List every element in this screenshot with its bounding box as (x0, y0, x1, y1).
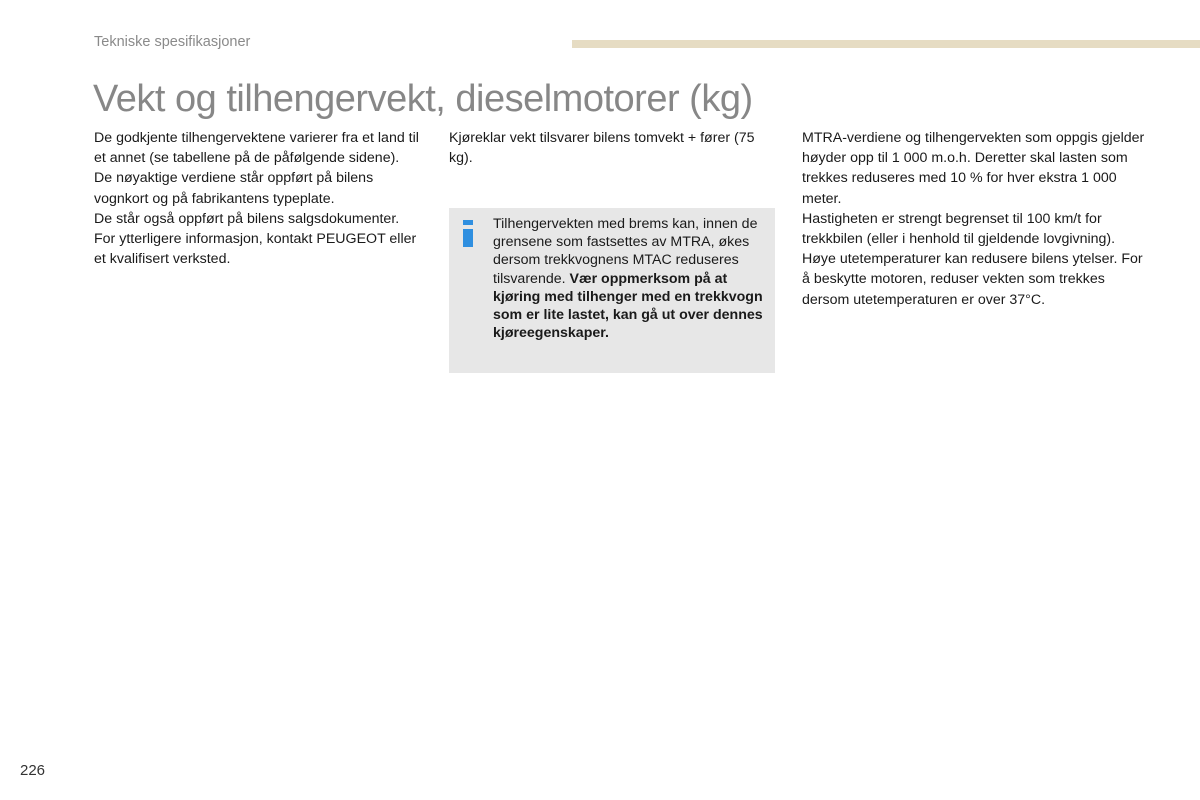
header-rule (572, 40, 1200, 48)
page-title: Vekt og tilhengervekt, dieselmotorer (kg) (93, 78, 753, 120)
info-icon (463, 220, 473, 246)
info-text-normal: Tilhengervekten med brems kan, innen de grensene som fastsettes av MTRA, økes dersom trekkvognens MTAC reduseres tilsvarende. (493, 216, 758, 287)
paragraph: Kjøreklar vekt tilsvarer bilens tomvekt + fører (75 kg). (449, 130, 755, 167)
paragraph: MTRA-verdiene og tilhengervekten som oppgis gjelder høyder opp til 1 000 m.o.h. Deretter skal lasten som trekkes reduseres med 10 % for hver ekstra 1 000 meter. (802, 130, 1145, 207)
paragraph: Hastigheten er strengt begrenset til 100 km/t for trekkbilen (eller i henhold til gjeldende lovgivning). (802, 210, 1116, 248)
column-3 (802, 128, 1147, 310)
section-label: Tekniske spesifikasjoner (94, 34, 251, 50)
page-number: 226 (20, 762, 46, 779)
column-1 (94, 128, 424, 269)
column-2 (449, 128, 769, 168)
paragraph: For ytterligere informasjon, kontakt PEUGEOT eller et kvalifisert verksted. (94, 231, 417, 268)
info-text (493, 215, 765, 342)
paragraph: De nøyaktige verdiene står oppført på bilens vognkort og på fabrikantens typeplate. (94, 170, 374, 207)
info-box (449, 208, 775, 373)
info-text-bold: Vær oppmerksom på at kjøring med tilhenger med en trekkvogn som er lite lastet, kan gå ut over dennes kjøreegenskaper. (493, 270, 763, 342)
paragraph: De står også oppført på bilens salgsdokumenter. (94, 210, 400, 227)
paragraph: Høye utetemperaturer kan redusere bilens ytelser. For å beskytte motoren, reduser vekten som trekkes dersom utetemperaturen er over 37°C. (802, 251, 1143, 308)
paragraph: De godkjente tilhengervektene varierer fra et land til et annet (se tabellene på de påfølgende sidene). (94, 130, 419, 167)
